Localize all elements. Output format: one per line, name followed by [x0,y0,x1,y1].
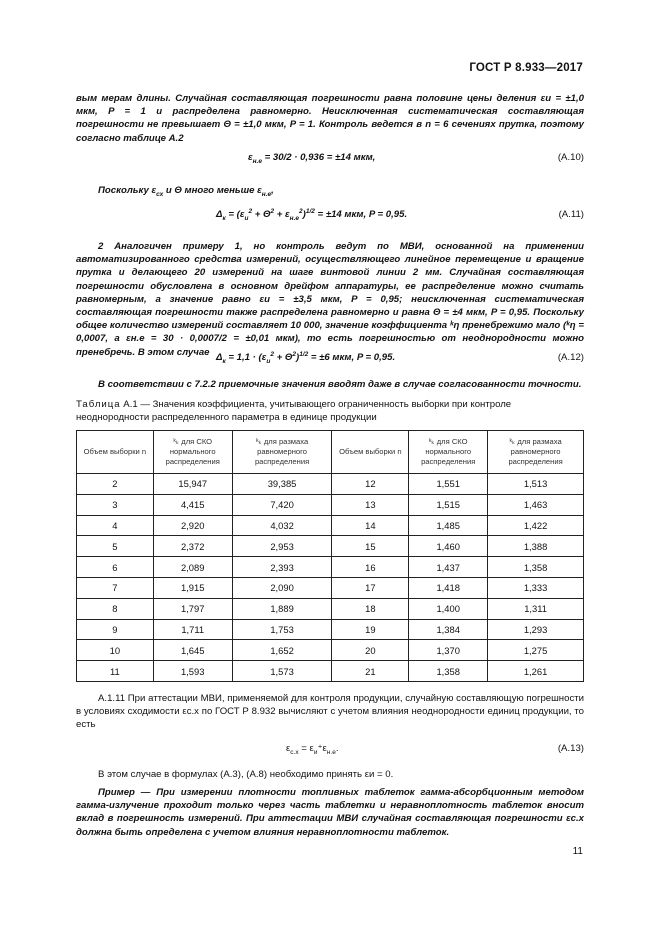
a12-t2-sup: 2 [270,350,274,358]
paragraph-intro: вым мерам длины. Случайная составляющая погрешности равна половине цены деления εи = ±1,0 мкм, P = 1 и распределена равномерно. Неисключенная систематическая составляющая погрешности не превышает Θ = ±1,0 мкм, P = 1. Контроль ведется в n = 6 сечениях прутка, поэтому согласно таблице А.2 [76,93,584,144]
formula-a10-number: (А.10) [557,152,584,163]
a11-t2-sub: и [244,214,249,222]
table-cell: 14 [332,515,409,536]
paragraph-example-2: 2 Аналогичен примеру 1, но контроль ведут по МВИ, основанной на применении автоматизированного средства измерений, осуществляющего линейное перемещение и вращение прутка и делающего 20 измерений на шаге винтовой линии 2 мм. Случайная составляющая погрешности обусловлена в основном дрейфом аппаратуры, ее распределение можно считать равномерным, а значение равно εи = ±3,5 мкм, P = 0,95; неисключенная систематическая составляющая погрешности также распределена равномерно и равна Θ = ±4 мкм, P = 0,95. Поскольку общее количество измерений составляет 10 000, значение коэффициента ᵏη пренебрежимо мало (ᵏη = 0,0007, а εн.е = 30 · 0,0007/2 = ±0,01 мкм), то есть погрешностью от неоднородности можно пренебречь. В этом случае [76,241,584,358]
table-header-row [77,431,584,474]
table-cell: 1,915 [153,577,232,598]
header-sko-normal: ᵏₖ для СКО нормального распределения [153,431,232,474]
a13-t2-sub: и [313,748,318,756]
table-cell: 17 [332,577,409,598]
table-cell: 1,418 [409,577,488,598]
table-cell: 8 [77,598,154,619]
a11-t3-sup: 2 [270,207,275,215]
table-cell: 7,420 [232,494,332,515]
table-cell: 1,593 [153,661,232,682]
table-cell: 1,422 [488,515,584,536]
table-cell: 39,385 [232,474,332,495]
formula-a10-lhs: ε [248,152,253,163]
table-row [77,536,584,557]
header-sample-size-2: Объем выборки n [332,431,409,474]
table-cell: 1,293 [488,619,584,640]
table-cell: 1,370 [409,640,488,661]
table-row [77,661,584,682]
a11-t1: Δ [216,209,223,220]
table-cell: 2,089 [153,557,232,578]
a11-t1-sub: к [222,214,226,222]
table-cell: 3 [77,494,154,515]
a11-t5: ) [302,209,306,220]
table-cell: 2,953 [232,536,332,557]
table-cell: 1,333 [488,577,584,598]
table-cell: 1,358 [409,661,488,682]
table-cell: 1,711 [153,619,232,640]
formula-a12 [76,352,584,366]
table-caption [76,398,584,424]
table-caption-label: Таблица [76,399,121,410]
table-cell: 10 [77,640,154,661]
table-cell: 4,032 [232,515,332,536]
a13-t2: = ε [298,743,314,754]
table-row [77,640,584,661]
coefficient-table [76,430,584,682]
table-cell: 16 [332,557,409,578]
paragraph-in-this-case: В этом случае в формулах (А.3), (А.8) необходимо принять εи = 0. [98,769,394,780]
table-row [77,598,584,619]
table-cell: 1,400 [409,598,488,619]
page-number: 11 [572,846,583,857]
table-cell: 12 [332,474,409,495]
table-cell: 19 [332,619,409,640]
table-cell: 1,513 [488,474,584,495]
para2-sub-a: сх [156,190,164,198]
paragraph-acceptance: В соответствии с 7.2.2 приемочные значения вводят даже в случае согласованности точности. [98,379,582,390]
table-cell: 15,947 [153,474,232,495]
a11-t5-sup: 1/2 [305,207,315,215]
table-row [77,515,584,536]
table-cell: 1,388 [488,536,584,557]
table-cell: 7 [77,577,154,598]
header-sko-normal-2: ᵏₖ для СКО нормального распределения [409,431,488,474]
table-row [77,557,584,578]
table-cell: 15 [332,536,409,557]
table-cell: 1,261 [488,661,584,682]
a12-t1: Δ [216,352,223,363]
para2-sub-b: н.е [261,190,272,198]
table-cell: 2,393 [232,557,332,578]
paragraph-a-1-11: А.1.11 При аттестации МВИ, применяемой для контроля продукции, случайную составляющую погрешности в условиях сходимости εс.х по ГОСТ Р 8.932 вычисляют с учетом влияния неоднородности единиц продукции, то есть [76,693,584,731]
table-cell: 1,311 [488,598,584,619]
table-cell: 1,889 [232,598,332,619]
table-cell: 1,275 [488,640,584,661]
table-caption-text: А.1 — Значения коэффициента, учитывающего ограниченность выборки при контроле неоднородности распределенного параметра в единице продукции [76,399,512,423]
table-cell: 2 [77,474,154,495]
para2-part-a: Поскольку ε [98,185,157,196]
a12-t2-sub: и [266,357,271,365]
a11-t2: = (ε [225,209,245,220]
table-row [77,577,584,598]
a12-t5: = ±6 мкм, P = 0,95. [308,352,396,363]
para2-part-b: и Θ много меньше ε [163,185,262,196]
table-cell: 1,797 [153,598,232,619]
a11-t3: + Θ [252,209,271,220]
paragraph-example-note: Пример — При измерении плотности топливных таблеток гамма-абсорбционным методом гамма-излучение проходит только через часть таблетки и неравноплотность таблеток вносит вклад в погрешность измерений. При аттестации МВИ случайная составляющая погрешности εс.х должна быть определена с учетом влияния неравноплотности таблеток. [76,787,584,838]
formula-a10-rhs: = 30/2 · 0,936 = ±14 мкм, [261,152,376,163]
a13-t4: . [335,743,339,754]
a13-t3-sub: н.е [326,748,336,756]
header-range-uniform: ᵏₖ для размаха равномерного распределения [232,431,332,474]
a11-t4-sup: 2 [299,207,303,215]
a11-t4: + ε [274,209,290,220]
table-cell: 1,384 [409,619,488,640]
table-row [77,619,584,640]
a12-t3-sup: 2 [292,350,296,358]
table-cell: 1,753 [232,619,332,640]
table-cell: 11 [77,661,154,682]
table-cell: 9 [77,619,154,640]
a11-t6: = ±14 мкм, P = 0,95. [314,209,408,220]
table-row [77,494,584,515]
a12-t1-sub: к [222,357,226,365]
table-cell: 1,358 [488,557,584,578]
table-cell: 1,463 [488,494,584,515]
table-cell: 2,920 [153,515,232,536]
formula-a11 [76,209,584,223]
header-range-uniform-2: ᵏₖ для размаха равномерного распределения [488,431,584,474]
table-cell: 6 [77,557,154,578]
table-cell: 1,460 [409,536,488,557]
formula-a10-lhs-sub: н.е [252,157,262,165]
a13-t3: ⁺ε [317,743,327,754]
a12-t4-sup: 1/2 [299,350,309,358]
formula-a13-number: (А.13) [557,743,584,754]
para2-part-c: , [271,185,274,196]
table-row [77,474,584,495]
a12-t2: = 1,1 · (ε [225,352,267,363]
a12-t4: ) [295,352,300,363]
table-cell: 21 [332,661,409,682]
a11-t4-sub: н.е [289,214,300,222]
formula-a12-number: (А.12) [557,352,584,363]
table-cell: 1,652 [232,640,332,661]
table-cell: 18 [332,598,409,619]
a13-t1: ε [286,743,291,754]
table-cell: 1,573 [232,661,332,682]
table-cell: 2,090 [232,577,332,598]
a13-t1-sub: с.х [290,748,299,756]
a12-t3: + Θ [273,352,293,363]
a11-t2-sup: 2 [248,207,253,215]
table-cell: 1,485 [409,515,488,536]
table-cell: 20 [332,640,409,661]
table-cell: 13 [332,494,409,515]
table-cell: 2,372 [153,536,232,557]
standard-header: ГОСТ Р 8.933—2017 [469,62,583,74]
paragraph-since [98,184,584,197]
table-cell: 1,515 [409,494,488,515]
table-cell: 4,415 [153,494,232,515]
table-cell: 5 [77,536,154,557]
formula-a13 [76,743,584,757]
formula-a10 [76,152,584,166]
table-cell: 1,645 [153,640,232,661]
table-cell: 4 [77,515,154,536]
header-sample-size: Объем выборки n [77,431,154,474]
formula-a11-number: (А.11) [558,209,584,220]
table-cell: 1,437 [409,557,488,578]
table-cell: 1,551 [409,474,488,495]
